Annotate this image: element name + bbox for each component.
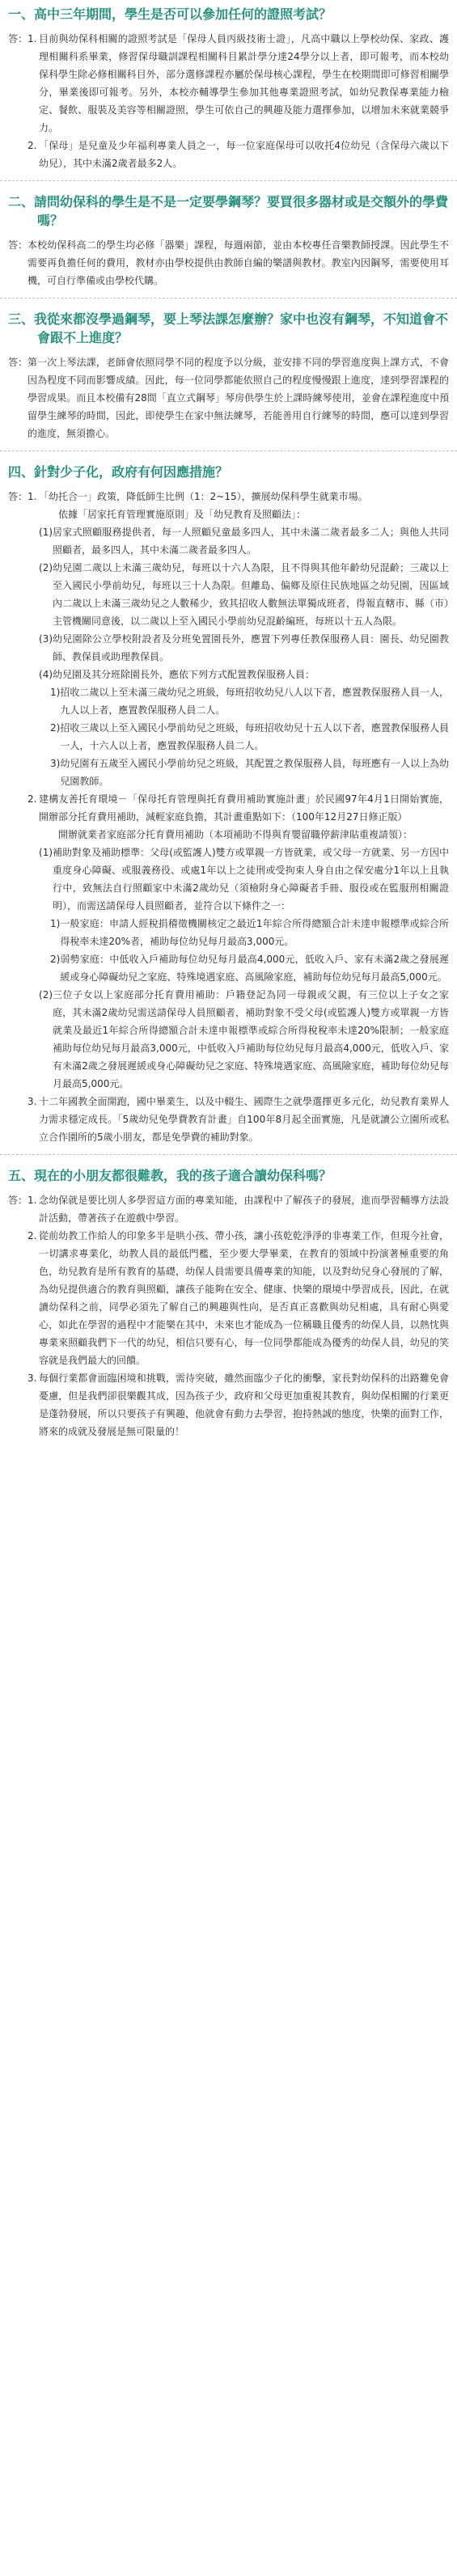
answer-label: 答： (8, 491, 28, 502)
faq-section (0, 305, 457, 451)
sub-item (39, 523, 449, 559)
sub-item-number: (1) (39, 527, 53, 538)
sub-item-text: 招收二歲以上至未滿三歲幼兒之班級，每班招收幼兒八人以下者，應置教保服務人員一人，九人以上者，應置教保服務人員二人。 (60, 687, 449, 716)
item-number: 3. (28, 1096, 37, 1107)
item-text: 「幼托合一」政策，降低師生比例（1：2~15），擴展幼保科學生就業市場。 (39, 491, 368, 502)
item-text: 「保母」是兒童及少年福利專業人員之一，每一位家庭保母可以收托4位幼兒（含保母六歲以下幼兒），其中未滿2歲者最多2人。 (39, 140, 449, 169)
question-heading: 五、現在的小朋友都很難教，我的孩子適合讀幼保科嗎？ (8, 1168, 332, 1183)
sub-item-text: 居家式照顧服務提供者，每一人照顧兒童最多四人，其中未滿二歲者最多二人；與他人共同照顧者，最多四人，其中未滿二歲者最多四人。 (53, 527, 449, 556)
item-number: 2. (28, 1230, 37, 1241)
sub-item-text: 三位子女以上家庭部分托育費用補助：戶籍登記為同一母親或父親，有三位以上子女之家庭，其未滿2歲幼兒需送請保母人員照顧者，補助對象不受父母(或監護人)雙方或單親一方皆就業及最近1年綜合所得總額合計未達申報標準或綜合所得稅稅率未達20%限制；一般家庭補助每位幼兒每月最高3,000元，中低收入戶補助每位幼兒每月最高4,000元，低收入戶、家有未滿2歲之發展遲緩或身心障礙幼兒之家庭、特殊境遇家庭、高風險家庭，補助每位幼兒每月最高5,000元。 (53, 989, 449, 1089)
item-number: 2. (28, 140, 37, 151)
item-text: 建構友善托育環境－「保母托育管理與托育費用補助實施計畫」於民國97年4月1日開始實施，開辦部分托育費用補助，減輕家庭負擔，其計畫重點如下：（100年12月27日修正版） (39, 793, 449, 823)
answer-label: 答： (8, 33, 28, 44)
sub-item-number: (1) (39, 847, 53, 858)
sub-item-number: 2) (50, 954, 61, 965)
answer-paragraph: 第一次上琴法課，老師會依照同學不同的程度予以分級，並安排不同的學習進度與上課方式，不會因為程度不同而影響成績。因此，每一位同學都能依照自己的程度慢慢跟上進度，達到學習課程的學習成果。而且本校備有28間「直立式鋼琴」琴房供學生於上課時練琴使用，並會在課程進度中預留學生練琴的時間，因此，即使學生在家中無法練琴，若能善用自行練琴的時間，應可以達到學習的進度，無須擔心。 (28, 357, 449, 439)
answer-label: 答： (8, 1195, 28, 1206)
answer-label: 答： (8, 357, 28, 368)
sub-item-text: 幼兒園除公立學校附設者及分班免置園長外，應置下列專任教保服務人員：園長、幼兒園教師、教保員或助理教保員。 (53, 633, 449, 662)
sub-item-text: 幼兒園及其分班除園長外，應依下列方式配置教保服務人員： (53, 669, 315, 680)
sub-item-number: (2) (39, 562, 53, 573)
sub-item (50, 683, 449, 719)
item-number: 1. (28, 33, 37, 44)
sub-item (50, 950, 449, 986)
sub-item-number: (2) (39, 989, 53, 1000)
item-text: 念幼保就是要比別人多學習這方面的專業知能，由課程中了解孩子的發展，進而學習輔導方法設計活動，帶著孩子在遊戲中學習。 (39, 1195, 449, 1224)
sub-item (50, 915, 449, 950)
sub-item (50, 719, 449, 755)
sub-item-text: 弱勢家庭：中低收入戶補助每位幼兒每月最高4,000元，低收入戶、家有未滿2歲之發展遲緩或身心障礙幼兒之家庭、特殊境遇家庭、高風險家庭，補助每位幼兒每月最高5,000元。 (60, 954, 449, 983)
question-heading: 一、高中三年期間，學生是否可以參加任何的證照考試？ (8, 6, 332, 22)
sub-item (39, 630, 449, 666)
answer-label: 答： (8, 239, 28, 251)
faq-section (0, 0, 457, 181)
item-number: 1. (28, 491, 37, 502)
sub-item-text: 補助對象及補助標準：父母(或監護人)雙方或單親一方皆就業，或父母一方就業、另一方因中重度身心障礙、或服義務役、或處1年以上之徒刑或受拘束人身自由之保安處分1年以上且執行中，致無法自行照顧家中未滿2歲幼兒（須檢附身心障礙者手冊、服役或在監服刑相關證明），而需送請保母人員照顧者，並符合以下條件之一： (53, 847, 449, 912)
answer-item (28, 790, 449, 826)
answer-paragraph: 開辦就業者家庭部分托育費用補助（本項補助不得與育嬰留職停薪津貼重複請領）： (58, 829, 413, 840)
item-text: 十二年國教全面開跑，國中畢業生，以及中輟生、國際生之就學選擇更多元化，幼兒教育業界人力需求穩定成長。「5歲幼兒免學費教育計畫」自100年8月起全面實施，凡是就讀公立園所或私立合作園所的5歲小朋友，都是免學費的補助對象。 (39, 1096, 449, 1143)
sub-item-number: 3) (50, 758, 61, 769)
sub-item-text: 一般家庭：申請人經稅捐稽徵機關核定之最近1年綜合所得總額合計未達申報標準或綜合所得稅率未達20%者，補助每位幼兒每月最高3,000元。 (60, 918, 449, 947)
sub-item (39, 559, 449, 630)
sub-item-number: 1) (50, 918, 61, 929)
answer-body (28, 1191, 449, 1440)
sub-item (39, 844, 449, 915)
faq-section (0, 458, 457, 1155)
answer-block (8, 488, 449, 1146)
answer-item (28, 1227, 449, 1369)
sub-item (39, 986, 449, 1093)
faq-section (0, 188, 457, 298)
sub-item-text: 幼兒園二歲以上未滿三歲幼兒，每班以十六人為限，且不得與其他年齡幼兒混齡；三歲以上至入國民小學前幼兒，每班以三十人為限。但離島、偏鄉及原住民族地區之幼兒園，因區域內二歲以上未滿三歲幼兒之人數稀少，致其招收人數無法單獨成班者，得報直轄市、縣（市）主管機關同意後，以二歲以上至入國民小學前幼兒混齡編班，每班以十五人為限。 (53, 562, 449, 627)
answer-block (8, 236, 449, 290)
sub-item-text: 幼兒園有五歲至入國民小學前幼兒之班級，其配置之教保服務人員，每班應有一人以上為幼兒園教師。 (60, 758, 449, 787)
answer-item (28, 1093, 449, 1146)
answer-item (28, 1369, 449, 1440)
question-heading: 三、我從來都沒學過鋼琴，要上琴法課怎麼辦？家中也沒有鋼琴，不知道會不會跟不上進度？ (8, 311, 449, 345)
answer-item (28, 1191, 449, 1227)
answer-block (8, 353, 449, 442)
answer-body (28, 236, 449, 290)
sub-item (39, 666, 449, 683)
answer-item (28, 488, 449, 505)
item-text: 每個行業都會面臨困境和挑戰，需待突破，雖然面臨少子化的衝擊，家長對幼保科的出路難免會憂慮，但是我們卻很樂觀其成，因為孩子少，政府和父母更加重視其教育，與幼保相關的行業更是蓬勃發展，所以只要孩子有興趣，他就會有動力去學習，抱持熱誠的態度，快樂的面對工作，將來的成就及發展是無可限量的！ (39, 1373, 449, 1437)
answer-item (28, 30, 449, 137)
sub-item-number: (4) (39, 669, 53, 680)
answer-body (28, 353, 449, 442)
question-heading: 四、針對少子化，政府有何因應措施？ (8, 464, 229, 480)
answer-paragraph: 依據「居家托育管理實施原則」及「幼兒教育及照顧法」： (58, 509, 307, 520)
item-text: 從前幼教工作給人的印象多半是哄小孩、帶小孩，讓小孩乾乾淨淨的非專業工作，但現今社會，一切講求專業化，幼教人員的最低門檻，至少要大學畢業，在教育的領域中扮演著極重要的角色，幼兒教育是所有教育的基礎，幼保人員需要具備專業的知能，以及對幼兒身心發展的了解，為幼兒提供適合的教育與照顧，讓孩子能夠在安全、健康、快樂的環境中學習成長，因此，在就讀幼保科之前，同學必須先了解自己的興趣與性向，是否真正喜歡與幼兒相處，具有耐心與愛心，如此在學習的過程中才能樂在其中，未來也才能成為一位稱職且優秀的幼保人員，以熱忱與專業來照顧我們下一代的幼兒，相信只要有心，每一位同學都能成為優秀的幼保人員，幼兒的笑容就是我們最大的回饋。 (39, 1230, 449, 1366)
item-number: 3. (28, 1373, 37, 1384)
sub-item-number: 2) (50, 722, 61, 734)
answer-paragraph: 本校幼保科高二的學生均必修「器樂」課程，每週兩節，並由本校專任音樂教師授課。因此學生不需要再負擔任何的費用，教材亦由學校提供由教師自編的樂譜與教材。教室內因鋼琴，需要使用耳機，可自行準備或由學校代購。 (28, 239, 449, 286)
sub-item-number: 1) (50, 687, 61, 698)
item-text: 目前與幼保科相關的證照考試是「保母人員丙級技術士證」，凡高中職以上學校幼保、家政、護理相關科系畢業，修習保母職訓課程相關科目累計學分達24學分以上者，即可報考，而本校幼保科學生除必修相關科目外，部分選修課程亦屬於保母核心課程，學生在校期間即可修習相關學分，畢業後即可報考。另外，本校亦輔導學生參加其他專業證照考試，如幼兒教保專業能力檢定、餐飲、服裝及美容等相關證照，學生可依自己的興趣及能力選擇參加，以增加未來就業競爭力。 (39, 33, 449, 133)
answer-body (28, 488, 449, 1146)
item-number: 2. (28, 793, 37, 805)
item-number: 1. (28, 1195, 37, 1206)
answer-body (28, 30, 449, 172)
sub-item-number: (3) (39, 633, 53, 645)
answer-item (28, 137, 449, 172)
faq-section (0, 1161, 457, 1449)
answer-block (8, 30, 449, 172)
question-heading: 二、請問幼保科的學生是不是一定要學鋼琴？要買很多器材或是交額外的學費嗎？ (8, 194, 449, 228)
sub-item (50, 755, 449, 790)
sub-item-text: 招收三歲以上至入國民小學前幼兒之班級，每班招收幼兒十五人以下者，應置教保服務人員一人，十六人以上者，應置教保服務人員二人。 (60, 722, 449, 751)
answer-block (8, 1191, 449, 1440)
